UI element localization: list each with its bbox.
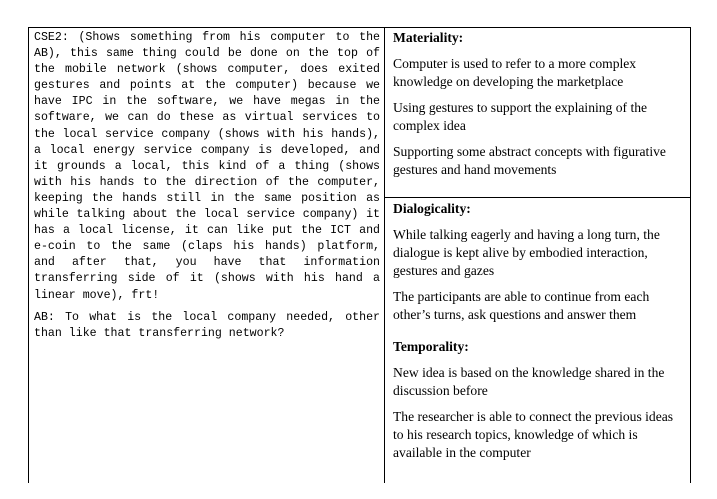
dialogicality-point: The participants are able to continue from each other’s turns, ask questions and answer them <box>393 289 650 322</box>
temporality-point: New idea is based on the knowledge shared in the discussion before <box>393 365 665 398</box>
materiality-cell <box>385 28 690 198</box>
dialogicality-temporality-cell <box>385 198 690 462</box>
materiality-heading: Materiality: <box>393 30 464 45</box>
temporality-heading: Temporality: <box>393 339 469 354</box>
analysis-table <box>28 27 691 483</box>
transcript-cell <box>29 28 385 483</box>
dialogicality-point: While talking eagerly and having a long turn, the dialogue is kept alive by embodied interaction, gestures and gazes <box>393 227 660 278</box>
materiality-point: Supporting some abstract concepts with figurative gestures and hand movements <box>393 144 666 177</box>
analysis-column <box>385 28 690 483</box>
dialogicality-heading: Dialogicality: <box>393 201 471 216</box>
temporality-point: The researcher is able to connect the previous ideas to his research topics, knowledge of which is available in the computer <box>393 409 674 460</box>
transcript-cse2-turn: CSE2: (Shows something from his computer to the AB), this same thing could be done on the top of the mobile network (shows computer, does exited gestures and points at the computer) because we have IPC in the software, we have megas in the software, we can do these as virtual services to the local service company (shows with his hands), a local energy service company is developed, and it grounds a local, this kind of a thing (shows with his hands to the direction of the computer, keeping the hands still in the same position as while talking about the local service company) it has a local license, it can like put the ICT and e-coin to the same (claps his hands) platform, and after that, you have that information transferring side of it (shows with his hand a linear move), frt! <box>34 31 380 302</box>
materiality-point: Computer is used to refer to a more complex knowledge on developing the marketplace <box>393 56 637 89</box>
materiality-point: Using gestures to support the explaining of the complex idea <box>393 100 648 133</box>
transcript-ab-turn: AB: To what is the local company needed, other than like that transferring network? <box>34 310 380 340</box>
